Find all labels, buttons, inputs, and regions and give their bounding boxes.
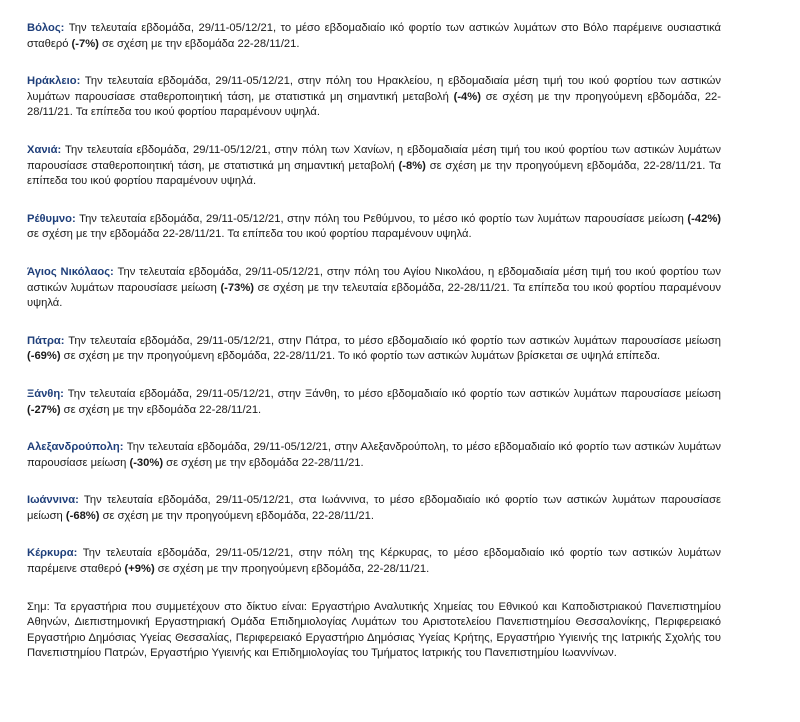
paragraph-volos [27, 21, 721, 52]
city-label: Ηράκλειο: [27, 75, 81, 88]
paragraph-ioannina [27, 493, 721, 524]
city-label: Ιωάννινα: [27, 494, 79, 507]
percent-change: (+9%) [124, 563, 155, 576]
paragraph-alexandroupoli [27, 440, 721, 471]
paragraph-text: Την τελευταία εβδομάδα, 29/11-05/12/21, στην πόλη του Ηρακλείου, η εβδομαδιαία μέση τιμή του ικού φορτίου των αστικών λυμάτων παρουσίασε σταθεροποιητική τάση, με στατιστικά μη σημαντική μεταβολή [27, 75, 721, 103]
paragraph-text: Την τελευταία εβδομάδα, 29/11-05/12/21, στην πόλη των Χανίων, η εβδομαδιαία μέση τιμή του ικού φορτίου των αστικών λυμάτων παρουσίασε σταθεροποιητική τάση, με στατιστικά μη σημαντική μεταβολή [27, 143, 721, 172]
percent-change: (-30%) [129, 456, 164, 469]
paragraph-text: σε σχέση με την προηγούμενη εβδομάδα, 22-28/11/21. Τα επίπεδα του ικού φορτίου παραμένουν υψηλά. [27, 90, 722, 119]
city-label: Χανιά: [27, 143, 62, 156]
paragraph-text: σε σχέση με την προηγούμενη εβδομάδα, 22-28/11/21. Το ικό φορτίο των αστικών λυμάτων βρίσκεται σε υψηλά επίπεδα. [60, 350, 661, 363]
paragraph-text: Την τελευταία εβδομάδα, 29/11-05/12/21, στα Ιωάννινα, το μέσο εβδομαδιαίο ικό φορτίο των αστικών λυμάτων παρουσίασε μείωση [27, 494, 721, 522]
paragraph-text: σε σχέση με την εβδομάδα 22-28/11/21. [163, 456, 364, 469]
paragraph-text: σε σχέση με την προηγούμενη εβδομάδα, 22-28/11/21. [99, 509, 374, 522]
paragraph-chania [27, 143, 721, 190]
percent-change: (-4%) [453, 90, 481, 103]
city-label: Βόλος: [27, 22, 65, 34]
percent-change: (-73%) [220, 281, 255, 294]
city-label: Ρέθυμνο: [27, 212, 76, 225]
paragraph-agios-nikolaos [27, 265, 721, 312]
document-body [27, 21, 721, 662]
paragraph-text: Την τελευταία εβδομάδα, 29/11-05/12/21, στην πόλη του Αγίου Νικολάου, η εβδομαδιαία μέση τιμή του ικού φορτίου των αστικών λυμάτων παρουσίασε μείωση [27, 265, 722, 294]
paragraph-patra [27, 334, 721, 365]
paragraph-text: Την τελευταία εβδομάδα, 29/11-05/12/21, στην πόλη του Ρεθύμνου, το μέσο ικό φορτίο των λυμάτων παρουσίασε μείωση [75, 212, 688, 225]
paragraph-text: σε σχέση με την προηγούμενη εβδομάδα, 22-28/11/21. [154, 563, 430, 576]
paragraph-text: Την τελευταία εβδομάδα, 29/11-05/12/21, στην πόλη της Κέρκυρας, το μέσο εβδομαδιαίο ικό φορτίο των αστικών λυμάτων παρέμεινε σταθερό [27, 547, 721, 576]
percent-change: (-7%) [71, 37, 99, 50]
footnote: Σημ: Τα εργαστήρια που συμμετέχουν στο δίκτυο είναι: Εργαστήριο Αναλυτικής Χημείας του Εθνικού και Καποδιστριακού Πανεπιστημίου Αθηνών, Διεπιστημονική Εργαστηριακή Ομάδα Επιδημιολογίας Λυμάτων του Αριστοτελείου Πανεπιστημίου Θεσσαλονίκης, Περιφερειακό Εργαστήριο Δημόσιας Υγείας Θεσσαλίας, Περιφερειακό Εργαστήριο Δημόσιας Υγείας Κρήτης, Εργαστήριο Υγιεινής της Ιατρικής Σχολής του Πανεπιστημίου Πατρών, Εργαστήριο Υγιεινής και Επιδημιολογίας του Τμήματος Ιατρικής του Πανεπιστημίου Ιωαννίνων. [27, 600, 721, 660]
paragraph-text: σε σχέση με την εβδομάδα 22-28/11/21. Τα επίπεδα του ικού φορτίου παραμένουν υψηλά. [27, 228, 472, 241]
paragraph-text: Την τελευταία εβδομάδα, 29/11-05/12/21, στην Πάτρα, το μέσο εβδομαδιαίο ικό φορτίο των αστικών λυμάτων παρουσίασε μείωση [64, 334, 721, 347]
city-label: Ξάνθη: [27, 387, 64, 400]
paragraph-text: Την τελευταία εβδομάδα, 29/11-05/12/21, στην Ξάνθη, το μέσο εβδομαδιαίο ικό φορτίο των αστικών λυμάτων παρουσίασε μείωση [63, 387, 721, 400]
percent-change: (-42%) [687, 212, 721, 225]
city-label: Πάτρα: [27, 334, 65, 347]
paragraph-irakleio [27, 74, 721, 121]
paragraph-kerkyra [27, 546, 721, 577]
percent-change: (-69%) [27, 350, 61, 363]
percent-change: (-27%) [27, 403, 61, 416]
percent-change: (-8%) [398, 159, 426, 172]
city-label: Άγιος Νικόλαος: [27, 265, 114, 278]
paragraph-text: Την τελευταία εβδομάδα, 29/11-05/12/21, το μέσο εβδομαδιαίο ικό φορτίο των αστικών λυμάτων στο Βόλο παρέμεινε ουσιαστικά σταθερό [27, 22, 721, 50]
percent-change: (-68%) [65, 509, 100, 522]
paragraph-text: σε σχέση με την εβδομάδα 22-28/11/21. [98, 37, 300, 50]
city-label: Αλεξανδρούπολη: [27, 441, 124, 454]
paragraph-rethymno [27, 212, 721, 243]
paragraph-text: σε σχέση με την τελευταία εβδομάδα, 22-28/11/21. Τα επίπεδα του ικού φορτίου παραμένουν υψηλά. [27, 281, 721, 310]
city-label: Κέρκυρα: [27, 547, 78, 560]
paragraph-text: Την τελευταία εβδομάδα, 29/11-05/12/21, στην Αλεξανδρούπολη, το μέσο εβδομαδιαίο ικό φορτίο των αστικών λυμάτων παρουσίασε μείωση [27, 441, 721, 469]
paragraph-text: σε σχέση με την προηγούμενη εβδομάδα, 22-28/11/21. Τα επίπεδα του ικού φορτίου παραμένουν υψηλά. [27, 159, 721, 188]
paragraph-text: σε σχέση με την εβδομάδα 22-28/11/21. [60, 403, 262, 416]
paragraph-xanthi [27, 387, 721, 418]
